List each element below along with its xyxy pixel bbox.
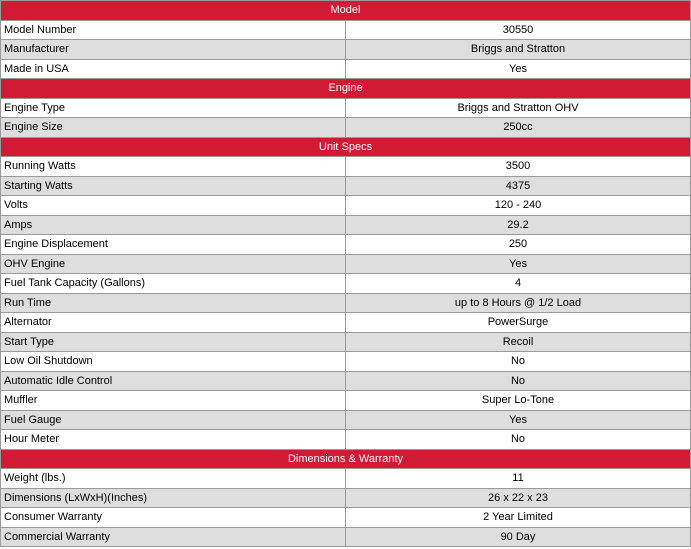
spec-label: Weight (lbs.) [1, 469, 346, 489]
spec-value: 3500 [346, 157, 691, 177]
spec-value: 4375 [346, 176, 691, 196]
spec-row-ohv-engine [1, 254, 691, 274]
spec-label: Starting Watts [1, 176, 346, 196]
spec-value: Yes [346, 59, 691, 79]
spec-label: Manufacturer [1, 40, 346, 60]
spec-row-made-in-usa [1, 59, 691, 79]
spec-row-muffler [1, 391, 691, 411]
spec-row-model-number [1, 20, 691, 40]
spec-row-start-type [1, 332, 691, 352]
spec-value: 250 [346, 235, 691, 255]
spec-label: Automatic Idle Control [1, 371, 346, 391]
spec-label: Volts [1, 196, 346, 216]
spec-value: up to 8 Hours @ 1/2 Load [346, 293, 691, 313]
spec-row-engine-type [1, 98, 691, 118]
spec-label: Fuel Gauge [1, 410, 346, 430]
spec-row-fuel-tank-capacity [1, 274, 691, 294]
spec-value: Recoil [346, 332, 691, 352]
spec-row-automatic-idle-control [1, 371, 691, 391]
spec-label: Consumer Warranty [1, 508, 346, 528]
spec-value: 30550 [346, 20, 691, 40]
spec-value: No [346, 371, 691, 391]
spec-row-starting-watts [1, 176, 691, 196]
spec-label: Engine Type [1, 98, 346, 118]
section-header-unit-specs [1, 137, 691, 157]
section-title: Model [1, 1, 691, 21]
spec-value: Briggs and Stratton [346, 40, 691, 60]
section-title: Dimensions & Warranty [1, 449, 691, 469]
spec-value: 120 - 240 [346, 196, 691, 216]
spec-label: Fuel Tank Capacity (Gallons) [1, 274, 346, 294]
spec-row-dimensions [1, 488, 691, 508]
spec-value: 26 x 22 x 23 [346, 488, 691, 508]
spec-label: Engine Displacement [1, 235, 346, 255]
spec-label: Alternator [1, 313, 346, 333]
spec-label: OHV Engine [1, 254, 346, 274]
spec-label: Made in USA [1, 59, 346, 79]
spec-row-commercial-warranty [1, 527, 691, 547]
spec-label: Hour Meter [1, 430, 346, 450]
section-header-dimensions-warranty [1, 449, 691, 469]
section-title: Unit Specs [1, 137, 691, 157]
spec-row-low-oil-shutdown [1, 352, 691, 372]
spec-row-amps [1, 215, 691, 235]
spec-label: Model Number [1, 20, 346, 40]
spec-row-volts [1, 196, 691, 216]
spec-label: Amps [1, 215, 346, 235]
spec-label: Muffler [1, 391, 346, 411]
spec-row-run-time [1, 293, 691, 313]
spec-value: 90 Day [346, 527, 691, 547]
spec-value: 2 Year Limited [346, 508, 691, 528]
spec-row-running-watts [1, 157, 691, 177]
spec-table-body [1, 1, 691, 547]
spec-value: 29.2 [346, 215, 691, 235]
spec-value: Super Lo-Tone [346, 391, 691, 411]
spec-value: PowerSurge [346, 313, 691, 333]
spec-label: Low Oil Shutdown [1, 352, 346, 372]
spec-label: Start Type [1, 332, 346, 352]
spec-label: Dimensions (LxWxH)(Inches) [1, 488, 346, 508]
spec-row-fuel-gauge [1, 410, 691, 430]
spec-row-hour-meter [1, 430, 691, 450]
spec-row-engine-displacement [1, 235, 691, 255]
spec-value: No [346, 430, 691, 450]
spec-value: 11 [346, 469, 691, 489]
section-title: Engine [1, 79, 691, 99]
spec-row-alternator [1, 313, 691, 333]
spec-value: Briggs and Stratton OHV [346, 98, 691, 118]
spec-row-engine-size [1, 118, 691, 138]
section-header-model [1, 1, 691, 21]
section-header-engine [1, 79, 691, 99]
spec-row-manufacturer [1, 40, 691, 60]
spec-value: 4 [346, 274, 691, 294]
spec-label: Commercial Warranty [1, 527, 346, 547]
spec-value: 250cc [346, 118, 691, 138]
spec-label: Run Time [1, 293, 346, 313]
spec-row-consumer-warranty [1, 508, 691, 528]
spec-value: Yes [346, 410, 691, 430]
spec-label: Engine Size [1, 118, 346, 138]
spec-row-weight [1, 469, 691, 489]
spec-label: Running Watts [1, 157, 346, 177]
spec-value: Yes [346, 254, 691, 274]
spec-value: No [346, 352, 691, 372]
